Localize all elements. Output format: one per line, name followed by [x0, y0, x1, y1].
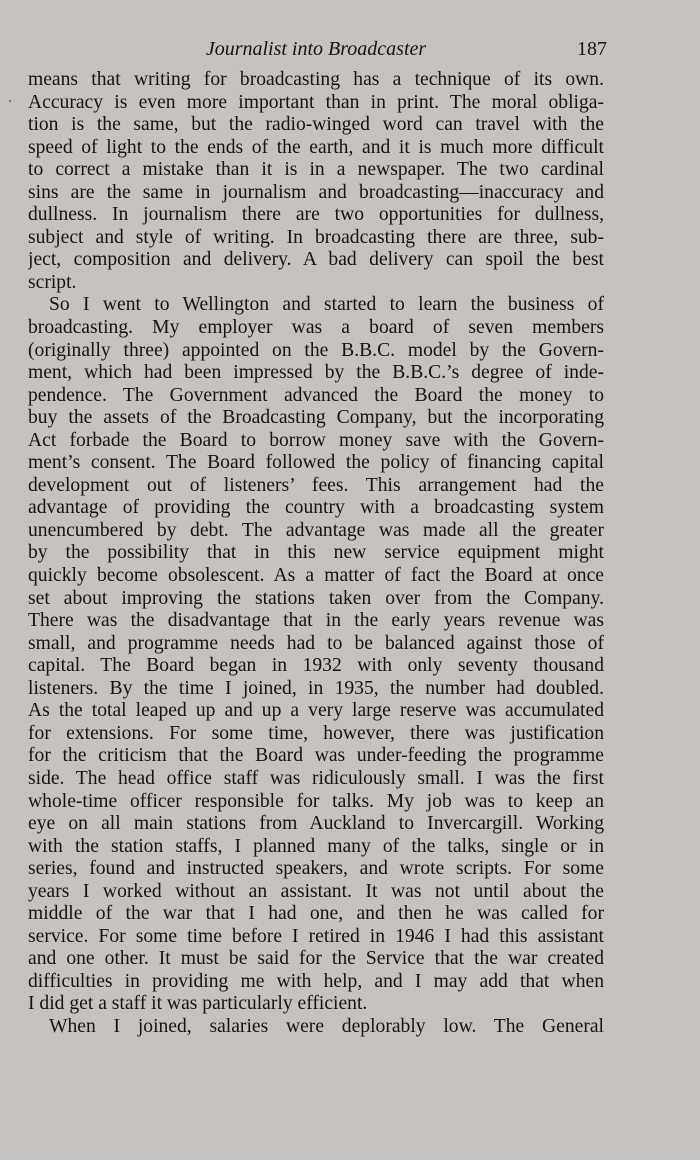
text-line: sins are the same in journalism and broadcasting—inaccuracy and	[28, 181, 604, 203]
text-line: with the station staffs, I planned many of the talks, single or in	[28, 835, 604, 857]
text-line: Accuracy is even more important than in print. The moral obliga-	[28, 91, 604, 113]
text-line: by the possibility that in this new service equipment might	[28, 542, 604, 564]
text-line: script.	[28, 271, 77, 293]
text-line: eye on all main stations from Auckland to Invercargill. Working	[28, 813, 604, 835]
margin-mark	[9, 100, 11, 102]
text-line: side. The head office staff was ridiculously small. I was the first	[28, 767, 604, 789]
text-line: service. For some time before I retired in 1946 I had this assistant	[28, 925, 604, 947]
text-line: speed of light to the ends of the earth, and it is much more difficult	[28, 136, 604, 158]
text-line: As the total leaped up and up a very large reserve was accumulated	[28, 700, 604, 722]
text-line: middle of the war that I had one, and then he was called for	[28, 903, 604, 925]
body-text	[28, 69, 604, 1039]
text-line: difficulties in providing me with help, and I may add that when	[28, 970, 604, 992]
text-line: pendence. The Government advanced the Board the money to	[28, 384, 604, 406]
text-line: series, found and instructed speakers, and wrote scripts. For some	[28, 858, 604, 880]
text-line: ment, which had been impressed by the B.B.C.’s degree of inde-	[28, 362, 604, 384]
text-line: ject, composition and delivery. A bad delivery can spoil the best	[28, 249, 604, 271]
text-line: development out of listeners’ fees. This arrangement had the	[28, 474, 604, 496]
text-line: buy the assets of the Broadcasting Company, but the incorporating	[28, 407, 604, 429]
text-line: ment’s consent. The Board followed the policy of financing capital	[28, 452, 604, 474]
text-line: for the criticism that the Board was under-feeding the programme	[28, 745, 604, 767]
running-head: Journalist into Broadcaster	[205, 38, 427, 60]
text-line: advantage of providing the country with a broadcasting system	[28, 497, 604, 519]
paragraph-first-line: So I went to Wellington and started to learn the business of	[49, 294, 604, 316]
text-line: broadcasting. My employer was a board of seven members	[28, 317, 604, 339]
page-number: 187	[577, 38, 607, 60]
text-line: subject and style of writing. In broadcasting there are three, sub-	[28, 226, 604, 248]
text-line: means that writing for broadcasting has a technique of its own.	[28, 69, 604, 90]
text-line: capital. The Board began in 1932 with only seventy thousand	[28, 655, 604, 677]
text-line: small, and programme needs had to be balanced against those of	[28, 632, 604, 654]
text-line: I did get a staff it was particularly efficient.	[28, 993, 368, 1015]
text-line: dullness. In journalism there are two opportunities for dullness,	[28, 204, 604, 226]
text-line: and one other. It must be said for the Service that the war created	[28, 948, 604, 970]
text-line: (originally three) appointed on the B.B.C. model by the Govern-	[28, 339, 604, 361]
text-line: whole-time officer responsible for talks. My job was to keep an	[28, 790, 604, 812]
text-line: for extensions. For some time, however, there was justification	[28, 722, 604, 744]
text-line: unencumbered by debt. The advantage was made all the greater	[28, 519, 604, 541]
text-line: There was the disadvantage that in the early years revenue was	[28, 610, 604, 632]
text-line: set about improving the stations taken over from the Company.	[28, 587, 604, 609]
text-line: listeners. By the time I joined, in 1935, the number had doubled.	[28, 677, 604, 699]
text-line: tion is the same, but the radio-winged word can travel with the	[28, 114, 604, 136]
paragraph-first-line: When I joined, salaries were deplorably low. The General	[49, 1015, 604, 1037]
text-line: quickly become obsolescent. As a matter of fact the Board at once	[28, 565, 604, 587]
text-line: Act forbade the Board to borrow money save with the Govern-	[28, 429, 604, 451]
text-line: to correct a mistake than it is in a newspaper. The two cardinal	[28, 159, 604, 181]
page-header	[0, 38, 700, 64]
text-line: years I worked without an assistant. It was not until about the	[28, 880, 604, 902]
